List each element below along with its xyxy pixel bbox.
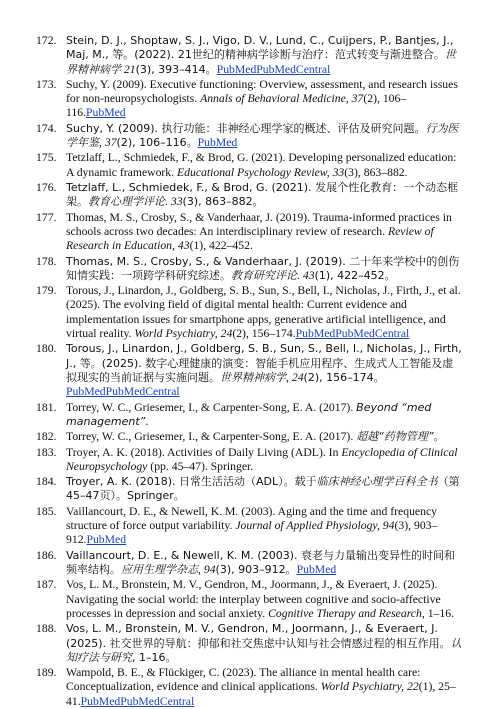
- reference-source-italic: Annals of Behavioral Medicine, 37: [200, 92, 364, 106]
- reference-segment: , 1–16。: [132, 650, 177, 664]
- reference-segment: Torrey, W. C., Griesemer, I., & Carpenter-Song, E. A. (2017).: [66, 400, 357, 414]
- reference-item: [36, 578, 464, 621]
- reference-segment: Stein, D. J., Shoptaw, S. J., Vigo, D. V., Lund, C., Cuijpers, P., Bantjes, J., Maj, M., 等。(2022). 21世纪的精神病学诊断与治疗：范式转变与渐进整合。: [66, 34, 454, 62]
- reference-segment: Vos, L. M., Bronstein, M. V., Gendron, M., Joormann, J., & Everaert, J. (2025). 社交世界的导航：抑郁和社交焦虑中认知与社会情感过程的相互作用。: [66, 622, 451, 650]
- reference-text: [66, 284, 461, 340]
- pubmed-link[interactable]: PubMed: [86, 533, 127, 547]
- reference-segment: (3), 863–882。: [182, 195, 264, 209]
- reference-segment: (3), 863–882.: [344, 165, 408, 179]
- reference-segment: (2), 156–174。: [303, 370, 385, 384]
- reference-source-italic: World Psychiatry, 22: [320, 680, 419, 694]
- reference-text: [66, 578, 454, 620]
- reference-source-italic: Educational Psychology Review, 33: [177, 165, 345, 179]
- pubmed-link[interactable]: PubMedPubMedCentral: [295, 326, 410, 340]
- reference-number: 173.: [36, 77, 57, 91]
- reference-segment: ,: [198, 562, 204, 576]
- reference-segment: Troyer, A. K. (2018). Activities of Daily Living (ADL). In: [66, 445, 342, 459]
- reference-number: 174.: [36, 121, 57, 135]
- pubmed-link[interactable]: PubMed: [86, 106, 126, 120]
- reference-segment: ,: [286, 370, 292, 384]
- reference-source-italic: 37: [104, 136, 117, 150]
- reference-item: [36, 211, 464, 254]
- pubmed-link[interactable]: PubMed: [197, 136, 238, 150]
- reference-text: [66, 78, 458, 120]
- reference-segment: 。: [433, 430, 445, 444]
- reference-number: 182.: [36, 430, 57, 444]
- reference-segment: .: [297, 268, 303, 282]
- reference-number: 186.: [36, 548, 57, 562]
- reference-item: [36, 505, 464, 548]
- reference-source-italic: 行为医学年鉴: [66, 121, 459, 150]
- reference-source-italic: Journal of Applied Physiology, 94: [235, 519, 395, 533]
- reference-segment: (2), 156–174.: [232, 326, 296, 340]
- reference-number: 188.: [36, 622, 57, 636]
- reference-text: [66, 430, 445, 443]
- reference-text: [66, 401, 431, 428]
- reference-source-italic: 21: [123, 62, 136, 76]
- reference-item: [36, 401, 464, 430]
- reference-source-italic: Review of Research in Education, 43: [66, 224, 434, 253]
- reference-source-italic: 世界精神病学: [220, 370, 286, 384]
- reference-number: 177.: [36, 210, 57, 224]
- reference-segment: Wampold, B. E., & Flückiger, C. (2023). The alliance in mental health care: Conceptualization, evidence and clinical applications.: [66, 666, 421, 694]
- reference-source-italic: 教育心理学评论: [88, 195, 165, 209]
- reference-number: 179.: [36, 284, 57, 298]
- reference-segment: (2), 106–116。: [116, 136, 198, 150]
- reference-number: 176.: [36, 181, 57, 195]
- reference-segment: .: [145, 414, 149, 428]
- reference-list: [36, 34, 464, 709]
- reference-text: [66, 34, 456, 76]
- reference-number: 175.: [36, 151, 57, 165]
- reference-segment: (3), 903–912.: [66, 519, 438, 547]
- pubmed-link[interactable]: PubMedPubMedCentral: [216, 62, 331, 76]
- reference-segment: .: [165, 195, 171, 209]
- reference-item: [36, 549, 464, 578]
- reference-segment: (3), 393–414。: [135, 62, 217, 76]
- reference-item: [36, 284, 464, 341]
- reference-text: [66, 255, 459, 282]
- reference-text: [66, 475, 460, 502]
- reference-source-italic: Encyclopedia of Clinical Neuropsychology: [66, 445, 458, 473]
- reference-item: [36, 446, 464, 475]
- reference-text: [66, 666, 456, 708]
- reference-segment: Vos, L. M., Bronstein, M. V., Gendron, M., Joormann, J., & Everaert, J. (2025). Navigating the social world: the interplay between cognitive and socio-affective processes in depression and social anxiety.: [66, 578, 441, 620]
- reference-segment: （第45–47页）。Springer。: [66, 475, 460, 503]
- reference-source-italic: Cognitive Therapy and Research: [268, 606, 422, 620]
- reference-segment: Vaillancourt, D. E., & Newell, K. M. (2003). Aging and the time and frequency structure of force output variability.: [66, 504, 437, 533]
- reference-source-italic: World Psychiatry, 24: [134, 326, 233, 340]
- reference-segment: Tetzlaff, L., Schmiedek, F., & Brod, G. (2021). Developing personalized education: A dynamic framework.: [66, 151, 457, 179]
- reference-number: 189.: [36, 666, 57, 680]
- reference-segment: Thomas, M. S., Crosby, S., & Vanderhaar, J. (2019). Trauma-informed practices in schools across two decades: An interdisciplinary review of research.: [66, 210, 452, 238]
- reference-text: [66, 622, 462, 664]
- reference-item: [36, 181, 464, 210]
- reference-item: [36, 255, 464, 284]
- reference-source-italic: Beyond “med management”: [66, 400, 432, 428]
- reference-source-italic: 认知疗法与研究: [66, 636, 462, 664]
- reference-text: [66, 151, 456, 178]
- reference-segment: (1), 25–41.: [66, 680, 456, 708]
- pubmed-link[interactable]: PubMedPubMedCentral: [80, 694, 195, 708]
- reference-number: 181.: [36, 400, 57, 414]
- reference-source-italic: 33: [170, 195, 183, 209]
- reference-text: [66, 181, 458, 208]
- reference-segment: Torrey, W. C., Griesemer, I., & Carpenter-Song, E. A. (2017).: [66, 430, 357, 444]
- reference-segment: Thomas, M. S., Crosby, S., & Vanderhaar, J. (2019). 二十年来学校中的创伤知情实践：一项跨学科研究综述。: [66, 254, 460, 282]
- reference-text: [66, 505, 437, 547]
- reference-source-italic: 应用生理学杂志: [121, 562, 198, 576]
- reference-number: 184.: [36, 475, 57, 489]
- reference-segment: (3), 903–912。: [215, 562, 297, 576]
- reference-text: [66, 342, 462, 398]
- reference-number: 180.: [36, 342, 57, 356]
- reference-number: 183.: [36, 445, 57, 459]
- reference-text: [66, 446, 458, 473]
- pubmed-link[interactable]: PubMedPubMedCentral: [66, 385, 180, 399]
- reference-item: [36, 342, 464, 399]
- reference-segment: (2), 106–116.: [66, 92, 407, 120]
- reference-source-italic: 94: [203, 562, 216, 576]
- reference-item: [36, 430, 464, 444]
- reference-item: [36, 475, 464, 504]
- reference-text: [66, 549, 455, 576]
- reference-number: 187.: [36, 578, 57, 592]
- reference-text: [66, 211, 452, 253]
- reference-source-italic: 世界精神病学: [66, 48, 456, 76]
- reference-segment: Tetzlaff, L., Schmiedek, F., & Brod, G. (2021). 发展个性化教育：一个动态框架。: [66, 181, 459, 209]
- reference-segment: Suchy, Y. (2009). Executive functioning: Overview, assessment, and research issues for non-neuropsychologists.: [66, 77, 458, 106]
- reference-number: 172.: [36, 34, 57, 47]
- reference-item: [36, 122, 464, 151]
- reference-item: [36, 666, 464, 709]
- reference-number: 185.: [36, 504, 57, 518]
- reference-text: [66, 122, 459, 149]
- reference-segment: Vaillancourt, D. E., & Newell, K. M. (2003). 衰老与力量输出变异性的时间和频率结构。: [66, 548, 455, 576]
- reference-segment: (pp. 45–47). Springer.: [147, 459, 254, 473]
- reference-source-italic: 43: [302, 268, 315, 282]
- reference-segment: Torous, J., Linardon, J., Goldberg, S. B., Sun, S., Bell, I., Nicholas, J., Firth, J., 等。(2025). 数字心理健康的演变：智能手机应用程序、生成式人工智能及虚拟现实的当前证据与实施问题。: [66, 342, 462, 384]
- reference-source-italic: 临床神经心理学百科全书: [316, 475, 438, 489]
- reference-segment: ,: [99, 136, 105, 150]
- reference-item: [36, 78, 464, 121]
- reference-segment: (1), 422–452。: [314, 268, 396, 282]
- reference-number: 178.: [36, 254, 57, 268]
- reference-segment: , 1–16.: [421, 606, 454, 620]
- reference-source-italic: 教育研究评论: [231, 268, 297, 282]
- reference-segment: Torous, J., Linardon, J., Goldberg, S. B., Sun, S., Bell, I., Nicholas, J., Firth, J., et al. (2025). The evolving field of digital mental health: Current evidence and implementation issues for smartphone apps, generative artificial intelligence, and virtual reality.: [66, 284, 461, 340]
- reference-segment: (1), 422–452.: [189, 239, 253, 253]
- reference-source-italic: 超越“药物管理”: [356, 430, 434, 444]
- reference-segment: Suchy, Y. (2009). 执行功能：非神经心理学家的概述、评估及研究问题。: [66, 121, 426, 135]
- reference-item: [36, 34, 464, 77]
- reference-source-italic: 24: [291, 370, 304, 384]
- pubmed-link[interactable]: PubMed: [296, 562, 337, 576]
- reference-segment: Troyer, A. K. (2018). 日常生活活动（ADL）。载于: [66, 475, 317, 489]
- reference-item: [36, 622, 464, 665]
- reference-item: [36, 151, 464, 180]
